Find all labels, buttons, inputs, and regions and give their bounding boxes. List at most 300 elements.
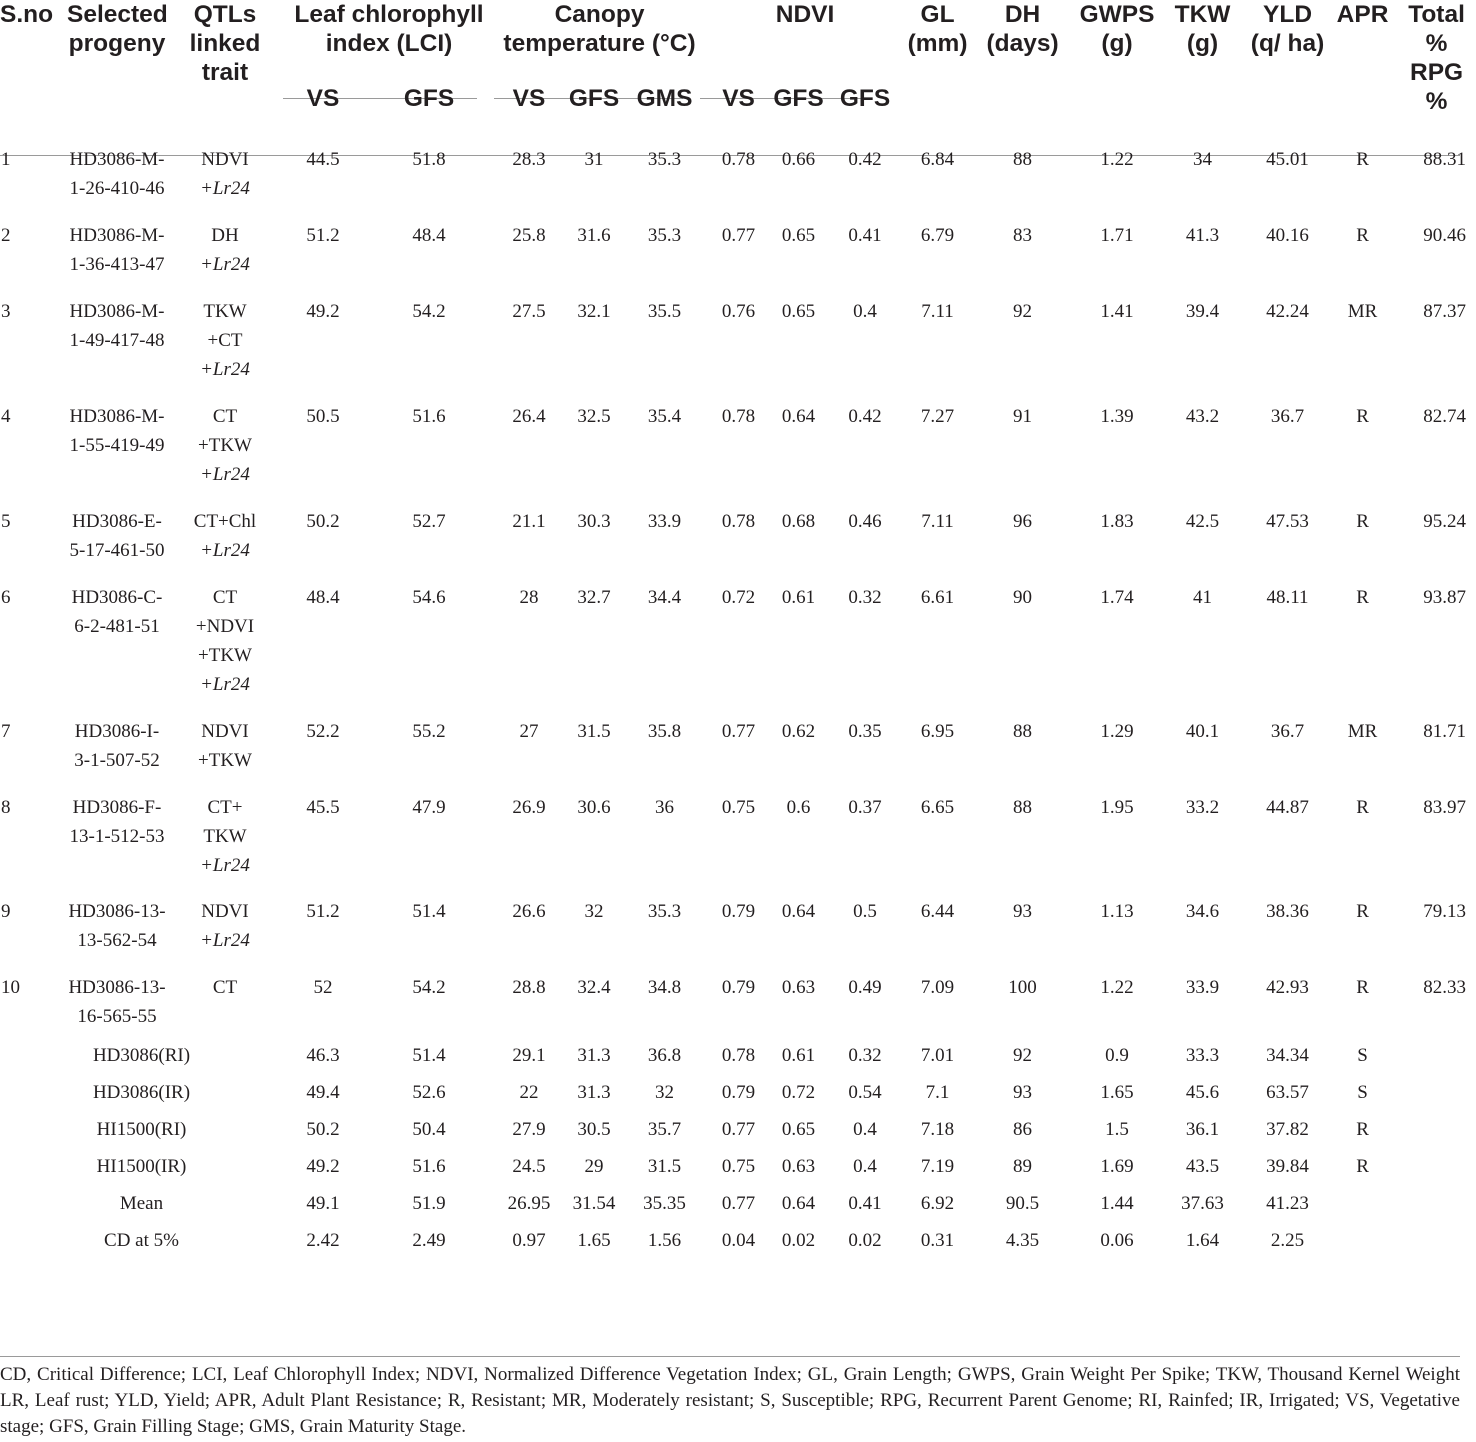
- cell-gwps: 1.39: [1100, 406, 1134, 427]
- cell-ndvi-gfs2: 0.42: [848, 406, 882, 427]
- cell-yld: 36.7: [1270, 721, 1305, 742]
- cell-ndvi-vs: 0.78: [721, 149, 756, 170]
- cell-ndvi-gfs2: 0.4: [853, 1156, 877, 1177]
- cell-apr: R: [1356, 225, 1369, 246]
- cell-ct-gfs: 29: [584, 1156, 604, 1177]
- cell-ndvi-vs: 0.76: [721, 301, 756, 322]
- cell-qtls: [167, 955, 283, 1031]
- cell-ct-gms: 35.8: [647, 721, 682, 742]
- cell-lci-vs: 44.5: [306, 149, 340, 170]
- cell-rpg: 90.46: [1423, 225, 1467, 246]
- cell-apr: R: [1356, 511, 1369, 532]
- cell-dh: 88: [1013, 149, 1033, 170]
- cell-gwps: 1.74: [1100, 587, 1134, 608]
- cell-ct-vs: 25.8: [512, 225, 546, 246]
- cell-gwps: 1.71: [1100, 225, 1134, 246]
- cell-ndvi-gfs: 0.64: [781, 406, 816, 427]
- cell-ndvi-vs: 0.79: [721, 1082, 756, 1103]
- cell-tkw: 33.2: [1185, 797, 1220, 818]
- cell-lci-gfs: 54.2: [412, 301, 446, 322]
- cell-dh: 88: [1013, 797, 1033, 818]
- cell-dh: 89: [1013, 1156, 1033, 1177]
- cell-ndvi-gfs: 0.62: [781, 721, 816, 742]
- table-bottom-rule: [0, 1356, 1460, 1357]
- col-header-qtls: QTLs linked trait: [189, 1, 261, 86]
- cell-sno: 2: [1, 225, 11, 246]
- cell-ndvi-gfs2: 0.32: [848, 1045, 882, 1066]
- cell-lci-vs: 49.2: [306, 301, 340, 322]
- cell-progeny: HD3086-M-1-26-410-46: [69, 149, 165, 199]
- cell-lci-vs: 51.2: [306, 225, 340, 246]
- table-header: [0, 0, 1476, 127]
- cell-lci-vs: 51.2: [306, 901, 340, 922]
- cell-ct-vs: 24.5: [512, 1156, 546, 1177]
- cell-progeny: HD3086-M-1-55-419-49: [69, 406, 165, 456]
- col-header-tkw: TKW (g): [1174, 1, 1231, 57]
- cell-yld: 2.25: [1270, 1230, 1305, 1251]
- cell-ndvi-gfs2: 0.41: [848, 1193, 882, 1214]
- cell-reference-label: HI1500(IR): [96, 1156, 187, 1177]
- cell-ct-gms: 35.3: [647, 901, 682, 922]
- col-header-yld: YLD (q/ ha): [1250, 1, 1325, 57]
- cell-gl: 6.79: [920, 225, 955, 246]
- qtl-trait: TKW: [203, 826, 247, 847]
- cell-ct-gms: 35.3: [647, 225, 682, 246]
- cell-yld: 41.23: [1266, 1193, 1309, 1214]
- cell-dh: 93: [1013, 1082, 1033, 1103]
- cell-ndvi-vs: 0.79: [721, 901, 756, 922]
- qtl-trait: NDVI: [201, 149, 249, 170]
- col-header-lci: Leaf chlorophyll index (LCI): [294, 1, 484, 57]
- cell-gwps: 0.9: [1105, 1045, 1129, 1066]
- table-row: [0, 565, 1476, 699]
- cell-ct-gfs: 31.5: [577, 721, 611, 742]
- cell-ct-vs: 26.6: [512, 901, 546, 922]
- cell-ndvi-vs: 0.77: [721, 721, 756, 742]
- cell-ndvi-vs: 0.77: [721, 225, 756, 246]
- subheader-ct-gfs: GFS: [568, 85, 620, 112]
- cell-ndvi-gfs2: 0.4: [853, 1119, 877, 1140]
- cell-ndvi-vs: 0.78: [721, 511, 756, 532]
- subheader-ndvi-vs: VS: [722, 85, 755, 112]
- cell-gl: 7.1: [925, 1082, 950, 1103]
- cell-apr: R: [1356, 1156, 1369, 1177]
- cell-ct-gms: 35.3: [647, 149, 682, 170]
- cell-yld: 48.11: [1266, 587, 1309, 608]
- cell-apr: R: [1356, 149, 1369, 170]
- cell-dh: 96: [1013, 511, 1033, 532]
- table-row: [0, 203, 1476, 279]
- cell-qtls: [167, 489, 283, 565]
- cell-tkw: 34: [1193, 149, 1213, 170]
- cell-ndvi-vs: 0.77: [721, 1193, 756, 1214]
- cell-ct-vs: 0.97: [512, 1230, 546, 1251]
- table-row: [0, 880, 1476, 955]
- cell-ct-vs: 26.4: [512, 406, 546, 427]
- cell-lci-gfs: 51.4: [412, 1045, 446, 1066]
- cell-apr: MR: [1347, 721, 1378, 742]
- cell-gl: 0.31: [920, 1230, 955, 1251]
- col-header-dh: DH (days): [986, 1, 1059, 57]
- cell-lci-vs: 50.5: [306, 406, 340, 427]
- cell-reference-label: Mean: [119, 1193, 164, 1214]
- cell-apr: [1328, 1181, 1397, 1218]
- qtl-trait: +CT: [207, 330, 243, 351]
- cell-rpg-empty: [1397, 1218, 1476, 1255]
- cell-ndvi-gfs2: 0.54: [848, 1082, 882, 1103]
- cell-yld: 45.01: [1266, 149, 1309, 170]
- subheader-ndvi-gfs: GFS: [773, 85, 824, 112]
- cell-ndvi-vs: 0.78: [721, 1045, 756, 1066]
- cell-sno: 6: [1, 587, 11, 608]
- col-header-sno: S.no: [0, 1, 54, 28]
- cell-ndvi-vs: 0.75: [721, 797, 756, 818]
- cell-ct-gfs: 1.65: [577, 1230, 611, 1251]
- cell-lci-vs: 48.4: [306, 587, 340, 608]
- cell-ct-vs: 26.95: [507, 1193, 551, 1214]
- cell-gl: 7.09: [920, 977, 955, 998]
- cell-lci-gfs: 51.4: [412, 901, 446, 922]
- cell-ct-gms: 33.9: [647, 511, 682, 532]
- table-row: [0, 699, 1476, 775]
- cell-lci-vs: 50.2: [306, 1119, 340, 1140]
- cell-ndvi-vs: 0.78: [721, 406, 756, 427]
- cell-lci-vs: 49.1: [306, 1193, 340, 1214]
- cell-sno: 1: [1, 149, 11, 170]
- cell-ndvi-vs: 0.75: [721, 1156, 756, 1177]
- cell-yld: 63.57: [1266, 1082, 1309, 1103]
- reference-rows: [0, 1031, 1476, 1255]
- cell-apr: S: [1357, 1045, 1368, 1066]
- cell-gwps: 1.83: [1100, 511, 1134, 532]
- cell-ndvi-gfs: 0.65: [781, 225, 816, 246]
- cell-lci-gfs: 51.8: [412, 149, 446, 170]
- cell-ct-gfs: 32.7: [577, 587, 611, 608]
- cell-ct-gfs: 30.5: [577, 1119, 611, 1140]
- cell-lci-gfs: 55.2: [412, 721, 446, 742]
- cell-ndvi-gfs: 0.6: [786, 797, 811, 818]
- qtl-trait: CT: [212, 977, 238, 998]
- cell-yld: 36.7: [1270, 406, 1305, 427]
- cell-gwps: 1.69: [1100, 1156, 1134, 1177]
- cell-tkw: 43.2: [1185, 406, 1220, 427]
- cell-yld: 39.84: [1266, 1156, 1309, 1177]
- cell-ct-vs: 28: [519, 587, 539, 608]
- cell-reference-label: HD3086(IR): [92, 1082, 191, 1103]
- cell-reference-label: CD at 5%: [104, 1230, 179, 1251]
- cell-rpg: 83.97: [1423, 797, 1467, 818]
- qtl-trait: TKW: [203, 301, 247, 322]
- qtl-lr-gene: +Lr24: [200, 359, 250, 380]
- cell-progeny: HD3086-13-13-562-54: [68, 901, 166, 951]
- qtl-trait: DH: [211, 225, 239, 246]
- cell-ct-vs: 27: [519, 721, 539, 742]
- cell-ct-gms: 35.7: [647, 1119, 682, 1140]
- cell-apr: [1328, 1218, 1397, 1255]
- cell-lci-gfs: 47.9: [412, 797, 446, 818]
- cell-ct-gfs: 32: [584, 901, 604, 922]
- col-header-rpg: Total % RPG %: [1408, 1, 1465, 115]
- cell-ct-gms: 34.4: [647, 587, 682, 608]
- cell-ct-gms: 36.8: [647, 1045, 682, 1066]
- cell-ndvi-gfs2: 0.49: [848, 977, 882, 998]
- cell-gwps: 1.13: [1100, 901, 1134, 922]
- cell-ndvi-vs: 0.79: [721, 977, 756, 998]
- cell-progeny: HD3086-F-13-1-512-53: [69, 797, 165, 847]
- cell-ndvi-gfs: 0.02: [781, 1230, 816, 1251]
- cell-gl: 7.18: [920, 1119, 955, 1140]
- cell-ct-gfs: 30.3: [577, 511, 611, 532]
- cell-tkw: 37.63: [1181, 1193, 1224, 1214]
- cell-ct-gfs: 31.54: [572, 1193, 616, 1214]
- cell-gl: 7.27: [920, 406, 955, 427]
- cell-progeny: HD3086-C-6-2-481-51: [71, 587, 163, 637]
- cell-lci-vs: 49.4: [306, 1082, 340, 1103]
- qtl-trait: +TKW: [198, 435, 252, 456]
- cell-apr: R: [1356, 587, 1369, 608]
- cell-ct-gms: 36: [655, 797, 675, 818]
- cell-lci-gfs: 54.2: [412, 977, 446, 998]
- cell-gl: 6.61: [920, 587, 955, 608]
- cell-lci-vs: 52.2: [306, 721, 340, 742]
- cell-rpg: 82.74: [1423, 406, 1467, 427]
- cell-ct-gms: 1.56: [647, 1230, 682, 1251]
- cell-qtls: [167, 880, 283, 955]
- cell-lci-gfs: 50.4: [412, 1119, 446, 1140]
- cell-ndvi-gfs2: 0.4: [853, 301, 877, 322]
- subheader-ndvi-gfs-2: GFS: [839, 85, 891, 112]
- cell-yld: 37.82: [1266, 1119, 1309, 1140]
- cell-sno: 7: [1, 721, 11, 742]
- cell-ct-gfs: 32.5: [577, 406, 611, 427]
- cell-dh: 93: [1013, 901, 1033, 922]
- cell-rpg: 88.31: [1423, 149, 1467, 170]
- cell-ct-vs: 21.1: [512, 511, 546, 532]
- col-header-gl: GL (mm): [907, 1, 968, 57]
- cell-reference-label: HI1500(RI): [96, 1119, 187, 1140]
- cell-lci-gfs: 2.49: [412, 1230, 446, 1251]
- qtl-lr-gene: +Lr24: [200, 930, 250, 951]
- cell-ct-gms: 34.8: [647, 977, 682, 998]
- cell-tkw: 33.3: [1185, 1045, 1220, 1066]
- cell-lci-vs: 45.5: [306, 797, 340, 818]
- cell-rpg: 81.71: [1423, 721, 1467, 742]
- qtl-lr-gene: +Lr24: [200, 254, 250, 275]
- cell-lci-gfs: 51.9: [412, 1193, 446, 1214]
- cell-apr: S: [1357, 1082, 1368, 1103]
- qtl-trait: CT: [212, 406, 238, 427]
- cell-ndvi-gfs2: 0.41: [848, 225, 882, 246]
- cell-tkw: 33.9: [1185, 977, 1220, 998]
- qtl-trait: +TKW: [198, 750, 252, 771]
- subheader-ct-vs: VS: [512, 85, 546, 112]
- cell-lci-vs: 2.42: [306, 1230, 340, 1251]
- cell-gl: 6.92: [920, 1193, 955, 1214]
- cell-gl: 6.84: [920, 149, 955, 170]
- cell-ct-vs: 28.8: [512, 977, 546, 998]
- table-row: [0, 955, 1476, 1031]
- qtl-lr-gene: +Lr24: [200, 464, 250, 485]
- cell-yld: 34.34: [1266, 1045, 1309, 1066]
- cell-gwps: 1.22: [1100, 149, 1134, 170]
- cell-lci-vs: 49.2: [306, 1156, 340, 1177]
- cell-ct-gfs: 31.6: [577, 225, 611, 246]
- cell-apr: R: [1356, 1119, 1369, 1140]
- cell-ct-gms: 32: [655, 1082, 675, 1103]
- cell-tkw: 42.5: [1185, 511, 1220, 532]
- cell-lci-gfs: 54.6: [412, 587, 446, 608]
- cell-sno: 8: [1, 797, 11, 818]
- table-row: [0, 279, 1476, 384]
- cell-ct-vs: 27.5: [512, 301, 546, 322]
- cell-tkw: 36.1: [1185, 1119, 1220, 1140]
- qtl-trait: NDVI: [201, 901, 249, 922]
- cell-qtls: [167, 127, 283, 203]
- cell-lci-vs: 50.2: [306, 511, 340, 532]
- cell-qtls: [167, 699, 283, 775]
- cell-ndvi-gfs2: 0.42: [848, 149, 882, 170]
- cell-ndvi-vs: 0.77: [721, 1119, 756, 1140]
- cell-apr: MR: [1347, 301, 1378, 322]
- cell-ndvi-gfs: 0.65: [781, 1119, 816, 1140]
- cell-yld: 47.53: [1266, 511, 1309, 532]
- cell-lci-gfs: 52.7: [412, 511, 446, 532]
- cell-tkw: 45.6: [1185, 1082, 1220, 1103]
- qtl-trait: NDVI: [201, 721, 249, 742]
- cell-dh: 92: [1013, 1045, 1033, 1066]
- cell-ct-gfs: 32.1: [577, 301, 611, 322]
- cell-ct-gms: 35.5: [647, 301, 682, 322]
- cell-ct-gms: 31.5: [647, 1156, 682, 1177]
- cell-qtls: [167, 775, 283, 880]
- cell-tkw: 34.6: [1185, 901, 1220, 922]
- cell-ndvi-vs: 0.72: [721, 587, 756, 608]
- cell-qtls: [167, 203, 283, 279]
- col-header-canopy-temp: Canopy temperature (°C): [503, 1, 696, 57]
- qtl-trait: CT: [212, 587, 238, 608]
- cell-dh: 90.5: [1005, 1193, 1040, 1214]
- cell-ct-gfs: 31.3: [577, 1082, 611, 1103]
- reference-row: [0, 1107, 1476, 1144]
- cell-ndvi-gfs2: 0.35: [848, 721, 882, 742]
- cell-apr: R: [1356, 797, 1369, 818]
- col-header-apr: APR: [1336, 1, 1389, 28]
- cell-ct-gfs: 32.4: [577, 977, 611, 998]
- cell-progeny: HD3086-M-1-36-413-47: [69, 225, 165, 275]
- cell-dh: 4.35: [1005, 1230, 1040, 1251]
- cell-gwps: 1.22: [1100, 977, 1134, 998]
- cell-ct-gfs: 31.3: [577, 1045, 611, 1066]
- cell-reference-label: HD3086(RI): [92, 1045, 191, 1066]
- cell-lci-gfs: 52.6: [412, 1082, 446, 1103]
- cell-gl: 7.11: [921, 301, 954, 322]
- cell-yld: 38.36: [1266, 901, 1309, 922]
- cell-rpg-empty: [1397, 1031, 1476, 1070]
- cell-sno: 9: [1, 901, 11, 922]
- cell-ndvi-gfs2: 0.37: [848, 797, 882, 818]
- table-row: [0, 489, 1476, 565]
- cell-sno: 10: [1, 977, 20, 998]
- cell-ct-gms: 35.35: [643, 1193, 686, 1214]
- cell-gwps: 1.65: [1100, 1082, 1134, 1103]
- cell-progeny: HD3086-E-5-17-461-50: [69, 511, 165, 561]
- cell-lci-vs: 52: [313, 977, 333, 998]
- qtl-lr-gene: +Lr24: [200, 540, 250, 561]
- cell-ndvi-gfs: 0.64: [781, 901, 816, 922]
- subheader-ct-gms: GMS: [636, 85, 693, 112]
- cell-ct-gfs: 30.6: [577, 797, 611, 818]
- cell-sno: 3: [1, 301, 11, 322]
- cell-ct-gms: 35.4: [647, 406, 682, 427]
- table-footnote: CD, Critical Difference; LCI, Leaf Chlorophyll Index; NDVI, Normalized Difference Vegetation Index; GL, Grain Length; GWPS, Grain Weight Per Spike; TKW, Thousand Kernel Weight LR, Leaf rust; YLD, Yield; APR, Adult Plant Resistance; R, Resistant; MR, Moderately resistant; S, Susceptible; RPG, Recurrent Parent Genome; RI, Rainfed; IR, Irrigated; VS, Vegetative stage; GFS, Grain Filling Stage; GMS, Grain Maturity Stage.: [0, 1364, 1460, 1437]
- cell-ndvi-gfs: 0.68: [781, 511, 816, 532]
- qtl-trait: CT+Chl: [193, 511, 257, 532]
- cell-tkw: 43.5: [1185, 1156, 1220, 1177]
- cell-ndvi-gfs2: 0.46: [848, 511, 882, 532]
- cell-apr: R: [1356, 901, 1369, 922]
- cell-sno: 5: [1, 511, 11, 532]
- qtl-lr-gene: +Lr24: [200, 674, 250, 695]
- cell-gl: 7.01: [920, 1045, 955, 1066]
- cell-dh: 83: [1013, 225, 1033, 246]
- cell-rpg-empty: [1397, 1181, 1476, 1218]
- cell-ndvi-gfs: 0.65: [781, 301, 816, 322]
- cell-gwps: 1.44: [1100, 1193, 1134, 1214]
- cell-ndvi-gfs: 0.63: [781, 1156, 816, 1177]
- cell-rpg: 87.37: [1423, 301, 1467, 322]
- cell-rpg-empty: [1397, 1107, 1476, 1144]
- cell-ndvi-gfs: 0.61: [781, 1045, 816, 1066]
- cell-tkw: 1.64: [1185, 1230, 1220, 1251]
- cell-ndvi-gfs: 0.66: [781, 149, 816, 170]
- cell-yld: 40.16: [1266, 225, 1309, 246]
- cell-ndvi-gfs: 0.63: [781, 977, 816, 998]
- reference-row: [0, 1218, 1476, 1255]
- cell-apr: R: [1356, 406, 1369, 427]
- cell-tkw: 41: [1193, 587, 1213, 608]
- qtl-lr-gene: +Lr24: [200, 178, 250, 199]
- cell-gl: 6.44: [920, 901, 955, 922]
- cell-yld: 42.93: [1266, 977, 1309, 998]
- cell-rpg: 82.33: [1423, 977, 1467, 998]
- qtl-trait: +NDVI: [195, 616, 255, 637]
- cell-ct-vs: 29.1: [512, 1045, 546, 1066]
- cell-ndvi-vs: 0.04: [721, 1230, 756, 1251]
- col-header-progeny: Selected progeny: [67, 1, 168, 57]
- cell-ndvi-gfs: 0.72: [781, 1082, 816, 1103]
- subheader-lci-vs: VS: [306, 85, 340, 112]
- cell-ndvi-gfs2: 0.32: [848, 587, 882, 608]
- cell-lci-gfs: 51.6: [412, 406, 446, 427]
- cell-gl: 7.19: [920, 1156, 955, 1177]
- cell-yld: 44.87: [1266, 797, 1309, 818]
- cell-ct-vs: 28.3: [512, 149, 546, 170]
- cell-rpg-empty: [1397, 1144, 1476, 1181]
- qtl-trait: +TKW: [198, 645, 252, 666]
- cell-rpg: 79.13: [1423, 901, 1467, 922]
- cell-gwps: 0.06: [1100, 1230, 1134, 1251]
- cell-dh: 92: [1013, 301, 1033, 322]
- cell-ct-gfs: 31: [584, 149, 604, 170]
- cell-lci-gfs: 51.6: [412, 1156, 446, 1177]
- cell-ndvi-gfs: 0.64: [781, 1193, 816, 1214]
- cell-gl: 7.11: [921, 511, 954, 532]
- cell-ct-vs: 22: [519, 1082, 539, 1103]
- reference-row: [0, 1070, 1476, 1107]
- cell-dh: 88: [1013, 721, 1033, 742]
- subheader-lci-gfs: GFS: [403, 85, 455, 112]
- cell-ct-vs: 26.9: [512, 797, 546, 818]
